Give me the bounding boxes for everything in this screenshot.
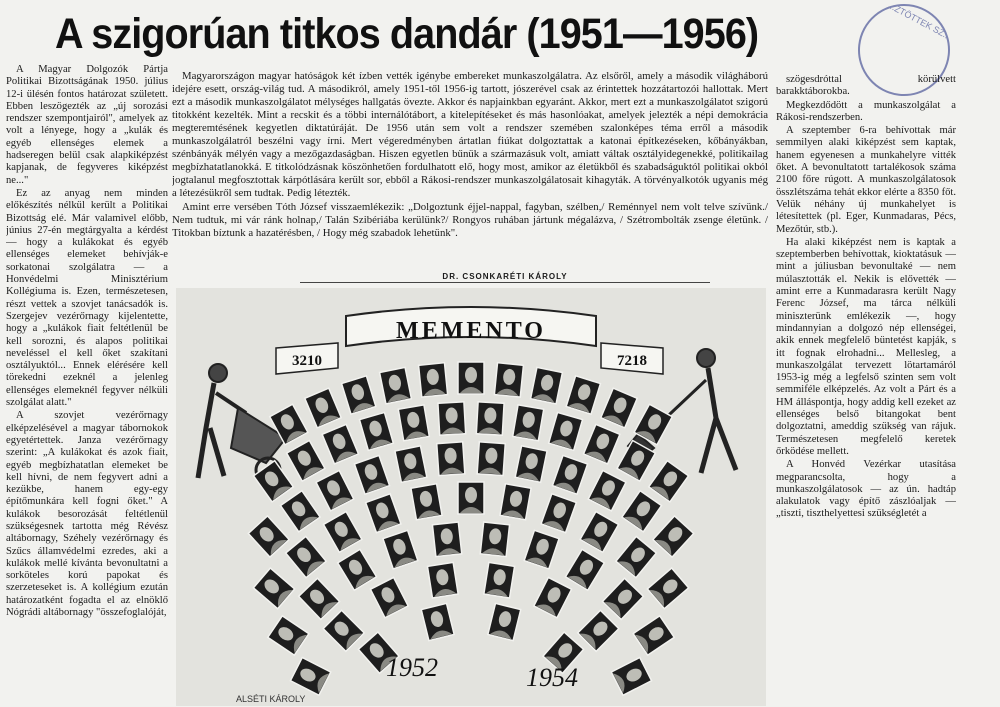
- memento-photo-collage: [176, 288, 766, 706]
- paragraph: Amint erre versében Tóth József visszaemlékezik: „Dolgoztunk éjjel-nappal, fagyban, szélben,/ Reménnyel nem volt telve szívünk./ Nem tudtuk, mi vár ránk holnap,/ Talán Szibériába kerülünk?/ Rongyos ruhában jártunk mégalázva, / Szétrombolták zsenge életünk. / Titokban bíztunk a hazatérésben, / Hogy még szabadok lehetünk".: [172, 201, 768, 239]
- paragraph: A szovjet vezérőrnagy elképzelésével a magyar tábornokok egyetértettek. Janza vezérőrnagy szerint: „A kulákokat és azok fiait, egyéb megbízhatatlan elemeket be kell hívni, de nem fegyvert adni a kezükbe, hanem egy-egy építőmunkára kell fogni őket." A kulákok besorozását feltétlenül szükségesnek tartotta még Révész altábornagy, Széhely vezérőrnagy és Szűcs államvédelmi ezredes, aki a kulákok mellé kívánta bevonultatni a sorköteles korú papokat és szerzeteseket is. A kollégium ezután határozatként fogadta el az elnöklő Nógrádi altábornagy "összefoglalóját,: [6, 410, 168, 619]
- portrait-photo: [494, 363, 523, 397]
- paragraph: Megkezdődött a munkaszolgálat a Rákosi-rendszerben.: [776, 99, 956, 123]
- portrait-photo: [480, 522, 509, 557]
- article-column-3: [776, 74, 956, 704]
- banner-text: MEMENTO: [396, 318, 546, 344]
- year-right: [526, 663, 578, 692]
- paragraph: A Magyar Dolgozók Pártja Politikai Bizottságának 1950. július 12-i ülésén fontos határozat született. Ebben leszögezték az „új sorozási rendszer szempontjairól", amelyek az volt a lényege, hogy a „kulák és egyéb ellenséges elemek a hadseregen belül csak alapkiképzést kapjanak, de fegyveres kiképzést ne...": [6, 64, 168, 186]
- portrait-photo: [515, 446, 547, 483]
- portrait-photo: [395, 446, 427, 483]
- headline: A szigorúan titkos dandár (1951—1956): [55, 10, 759, 58]
- svg-text:1952: 1952: [386, 653, 438, 682]
- article-column-1: [6, 64, 168, 704]
- portrait-photo: [437, 442, 465, 476]
- paragraph: A szeptember 6-ra behívottak már semmilyen alaki kiképzést sem kaptak, hanem egyenesen a munkahelyre vitték őket. A bevonultatott tartalékosok száma 2100 főre rúgott. A munkaszolgálatosok összlétszáma tehát ekkor elérte a 8350 főt. Velük néhány új munkahelyet is létesítettek (pl. Eger, Kunmadaras, Pécs, Mezőtúr, stb.).: [776, 125, 956, 235]
- paragraph: A Honvéd Vezérkar utasítása megparancsolta, hogy a munkaszolgálatosok — az ún. hadtáp alakulatok vagy építő zászlóaljak — „tiszti, tiszthelyettesi szükségletét a: [776, 459, 956, 520]
- paragraph: Ez az anyag nem minden előkészítés nélkül került a Politikai Bizottság elé. Már valamivel előbb, június 27-én megtárgyalta a kérdést — hogy a kulákokat és egyéb ellenséges elemeket behívják-e sorkatonai szolgálatra — a Honvédelmi Minisztérium Kollégiuma is. Ezen, természetesen, részt vettek a szovjet tanácsadók is. Szergejev vezérőrnagy kijelentette, hogy a „kulákok fiait feltétlenül be kell sorozni, és alapos politikai neveléssel el kell őket szakítani osztályuktól... Ennek elérésére kell törekedni ezeknél a jelenleg ellenséges elemeknél fegyver nélküli szolgálat alatt.": [6, 187, 168, 409]
- paragraph: Ha alaki kiképzést nem is kaptak a szeptemberben behívottak, kioktatásuk — mint a júliusban bevonultaké — nem múlasztották el. Nekik is elővették — amint erre a Kunmadarasra került Nagy Ferenc József, ma tárca nélküli miniszterünk emlékezik —, hogy mindannyian a dolgozó nép ellenségei, akik ennek megfelelő büntetést kapják, s itt fognak elrohadni... Mellesleg, a munkaszolgálat tervezett lötartamáról 1953-ig még a legfelső szinten sem volt semmiféle elképzelés. Az volt a Párt és a HM álláspontja, hogy addig kell ezeket az ellenséges belső bitangokat bent dolgoztatni, ameddig szükség van rájuk. Természetesen megfelelő keretek őrködése mellett.: [776, 236, 956, 457]
- divider: [300, 282, 710, 283]
- portrait-photo: [458, 482, 484, 514]
- portrait-photo: [500, 484, 531, 520]
- portrait-photo: [419, 363, 448, 397]
- portrait-photo: [476, 402, 504, 435]
- author-byline: DR. CSONKARÉTI KÁROLY: [442, 272, 568, 281]
- paragraph: szögesdróttal körülvett barakktáborokba.: [776, 74, 956, 98]
- portrait-photo: [531, 367, 563, 404]
- library-stamp: ...ZTÖTTEK SZ...: [842, 0, 966, 112]
- portrait-photo: [458, 362, 484, 394]
- memento-banner: [346, 307, 596, 346]
- portrait-photo: [398, 405, 429, 441]
- svg-text:7218: 7218: [617, 353, 647, 369]
- portrait-photo: [438, 402, 466, 435]
- collage-illustration: [176, 288, 766, 706]
- portrait-photo: [432, 522, 461, 557]
- artist-signature: ALSÉTI KÁROLY: [236, 694, 306, 704]
- svg-text:3210: 3210: [292, 353, 322, 369]
- portrait-photo: [484, 562, 515, 598]
- number-tablet-right: [601, 343, 663, 374]
- portrait-photo: [411, 484, 442, 520]
- portrait-photo: [513, 405, 544, 441]
- portrait-photo: [477, 442, 505, 476]
- svg-text:1954: 1954: [526, 663, 578, 692]
- number-tablet-left: [276, 343, 338, 374]
- year-left: [386, 653, 438, 682]
- portrait-photo: [380, 367, 412, 404]
- svg-text:MEMENTO: [396, 318, 546, 344]
- portrait-photo: [427, 562, 458, 598]
- article-column-2: [172, 70, 768, 266]
- paragraph: Magyarországon magyar hatóságok két ízben vették igénybe embereket munkaszolgálatra. Az elsőről, amely a második világháború idejére esett, ország-világ tud. A másodikról, amely 1951-től 1956-ig tartott, jószerével csak az érintettek hozzátartozói hallottak. Mert ezt a második munkaszolgálatot mélységes hallgatás övezte. Akkor és napjainkban egyaránt. Akkor, mert ezt a munkaszolgálatot szigorú titokként kezelték. Mint a recskit és a többi internálótábort, a kitelepítéseket és más hasonlóakat, amelyek jelezték a népi demokrácia megteremtésének kegyetlen diktatúráját. De 1956 után sem volt a rendszer szemében szalonképes téma erről a második munkaszolgálatról beszélni vagy írni. Mert végeredményben ártatlan fiúkat dolgoztattak a katonai építkezéseken, kőbányákban, szénbányák mélyén vagy a mezőgazdaságban. Hiszen egyetlen bűnük a származásuk volt, amiatt váltak osztályidegenekké, politikailag megbízhatatlanokká. E titkolódzásnak köszönhetően fordulhatott elő, hogy most, amikor az életükből és szabadságuktól politikai okból jogtalanul megfosztottak kárpótlására került sor, ebből a Rákosi-rendszer munkaszolgálatosait kihagyták. A törvényalkotók ugyanis még a létezésükről sem tudtak. Pedig létezték.: [172, 70, 768, 199]
